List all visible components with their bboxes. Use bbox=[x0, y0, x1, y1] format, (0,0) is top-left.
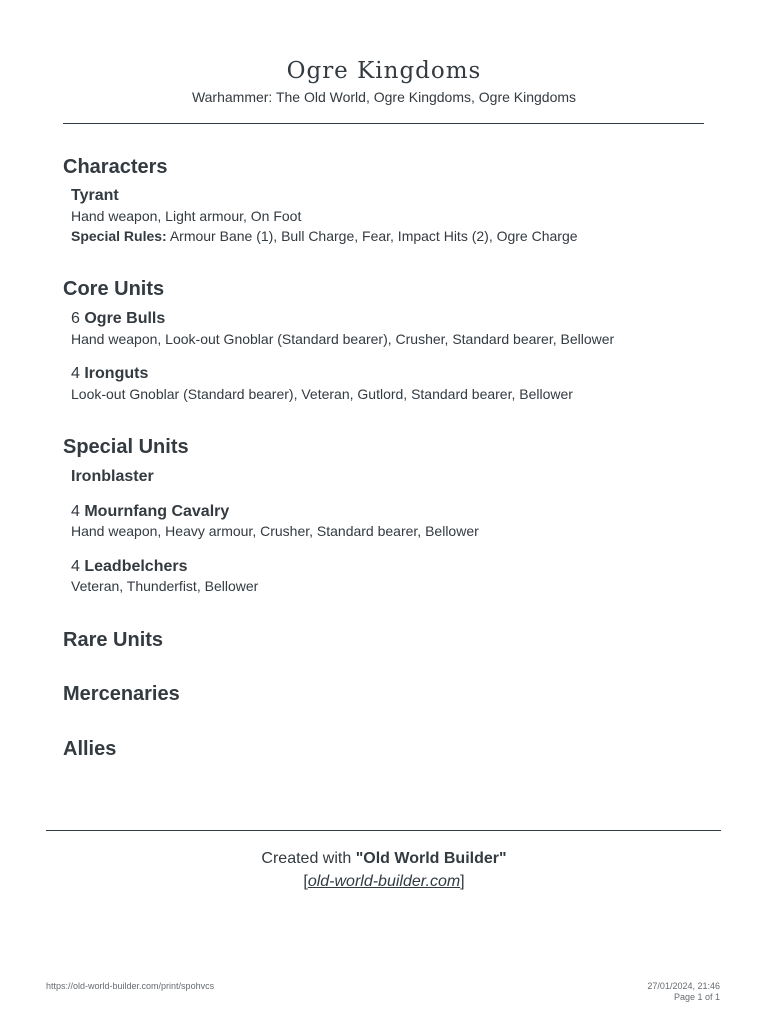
page-subtitle: Warhammer: The Old World, Ogre Kingdoms, Ogre Kingdoms bbox=[191, 89, 577, 105]
unit-count: 6 bbox=[71, 310, 85, 327]
unit-equipment-tyrant: Hand weapon, Light armour, On Foot bbox=[71, 208, 302, 224]
unit-title: Ironblaster bbox=[71, 468, 154, 485]
created-prefix: Created with bbox=[261, 850, 356, 867]
section-heading-characters: Characters bbox=[63, 156, 168, 178]
unit-special-rules-tyrant bbox=[71, 228, 578, 244]
section-heading-allies: Allies bbox=[63, 738, 117, 760]
unit-equipment-mournfang-cavalry: Hand weapon, Heavy armour, Crusher, Standard bearer, Bellower bbox=[71, 523, 479, 539]
unit-title: Leadbelchers bbox=[84, 558, 188, 575]
brand-name: "Old World Builder" bbox=[355, 850, 507, 867]
close-bracket: ] bbox=[460, 873, 465, 890]
unit-title: Ogre Bulls bbox=[84, 310, 166, 327]
created-with-text bbox=[0, 850, 768, 868]
website-link[interactable]: old-world-builder.com bbox=[307, 873, 461, 890]
open-bracket: [ bbox=[303, 873, 308, 890]
unit-title: Mournfang Cavalry bbox=[84, 503, 230, 520]
unit-name-leadbelchers bbox=[71, 558, 188, 576]
unit-equipment-ogre-bulls: Hand weapon, Look-out Gnoblar (Standard bearer), Crusher, Standard bearer, Bellower bbox=[71, 331, 615, 347]
unit-title: Ironguts bbox=[84, 365, 149, 382]
unit-equipment-leadbelchers: Veteran, Thunderfist, Bellower bbox=[71, 578, 259, 594]
print-date: 27/01/2024, 21:46 bbox=[647, 981, 720, 991]
section-heading-rare-units: Rare Units bbox=[63, 629, 164, 651]
section-heading-mercenaries: Mercenaries bbox=[63, 683, 180, 705]
special-rules-label: Special Rules: bbox=[71, 228, 167, 244]
section-heading-core-units: Core Units bbox=[63, 278, 165, 300]
unit-name-ironblaster bbox=[71, 468, 154, 486]
unit-name-tyrant bbox=[71, 187, 119, 205]
unit-name-mournfang-cavalry bbox=[71, 503, 229, 521]
unit-count: 4 bbox=[71, 365, 85, 382]
unit-name-ironguts bbox=[71, 365, 148, 383]
special-rules-text: Armour Bane (1), Bull Charge, Fear, Impact Hits (2), Ogre Charge bbox=[166, 228, 578, 244]
print-url: https://old-world-builder.com/print/spohvcs bbox=[46, 981, 215, 991]
footer-divider bbox=[46, 830, 721, 831]
unit-equipment-ironguts: Look-out Gnoblar (Standard bearer), Veteran, Gutlord, Standard bearer, Bellower bbox=[71, 386, 573, 402]
header-divider bbox=[63, 123, 704, 124]
unit-name-ogre-bulls bbox=[71, 310, 165, 328]
unit-count: 4 bbox=[71, 503, 85, 520]
unit-title: Tyrant bbox=[71, 187, 119, 204]
page-number: Page 1 of 1 bbox=[673, 992, 720, 1002]
unit-count: 4 bbox=[71, 558, 85, 575]
website-line bbox=[0, 873, 768, 891]
section-heading-special-units: Special Units bbox=[63, 436, 189, 458]
page-title: Ogre Kingdoms bbox=[286, 58, 482, 84]
